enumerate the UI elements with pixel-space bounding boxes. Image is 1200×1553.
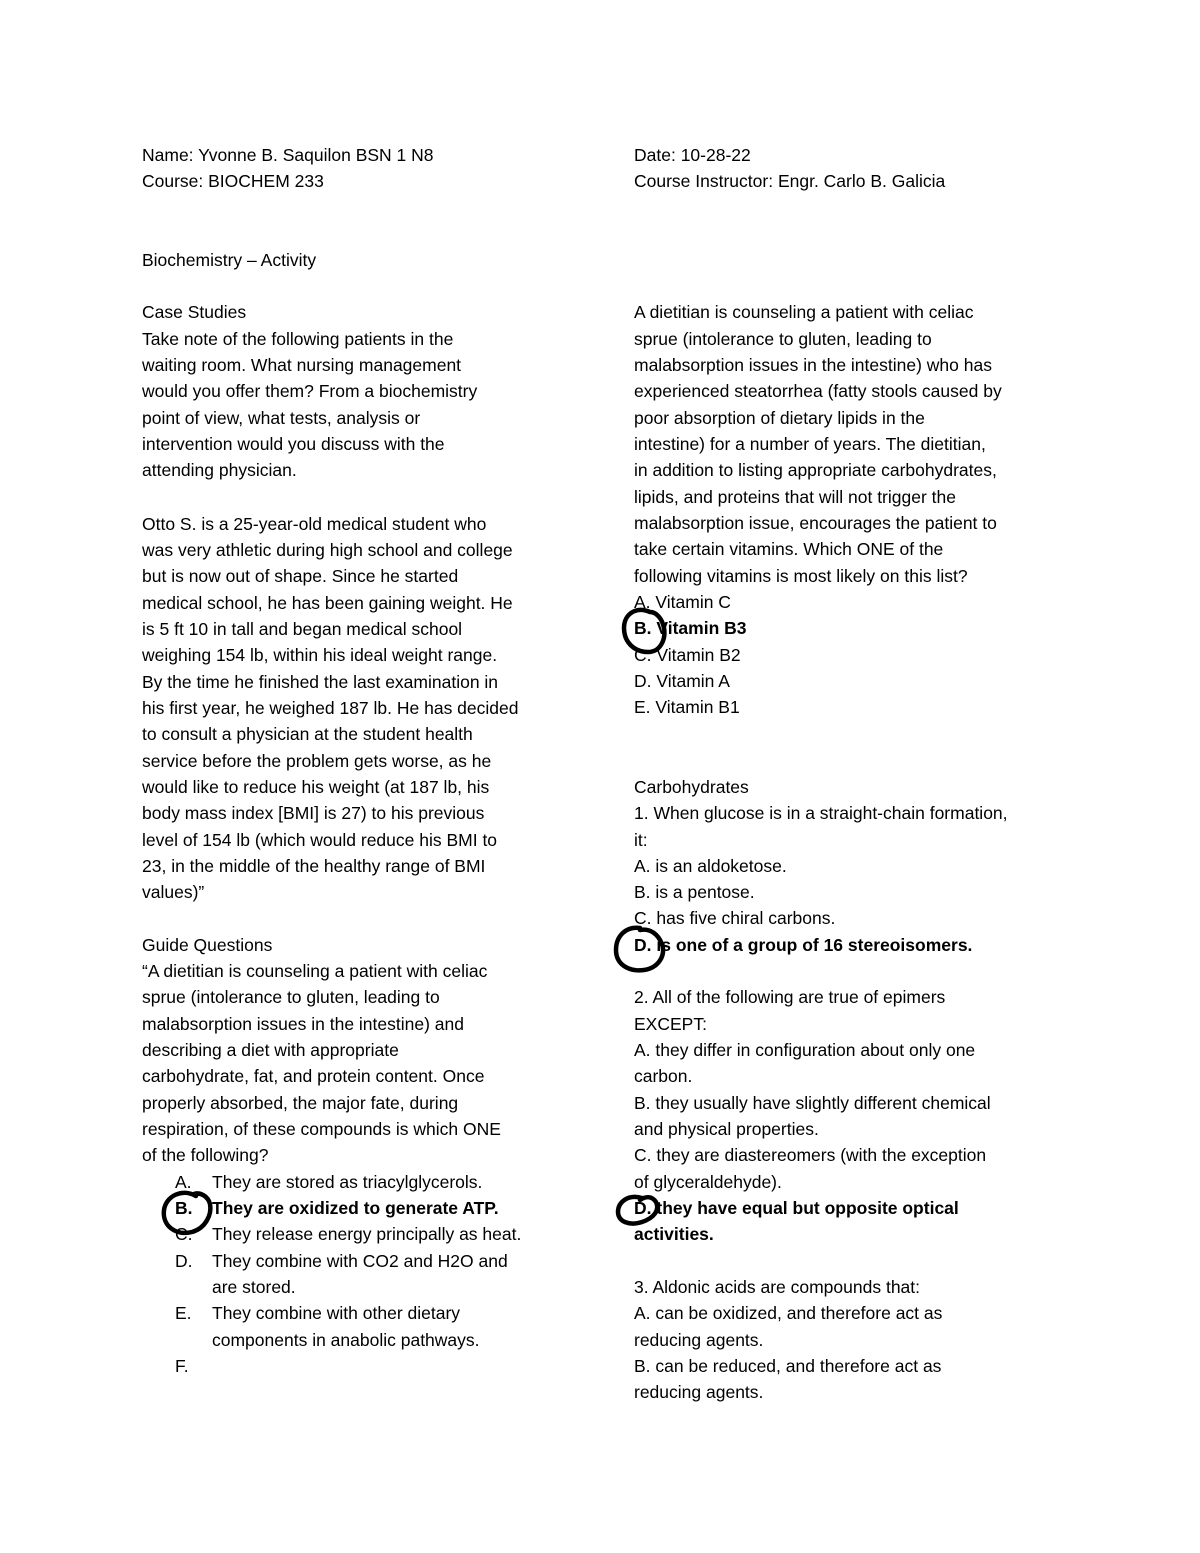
text-line: is 5 ft 10 in tall and began medical school [142, 619, 463, 639]
text-line: respiration, of these compounds is which ONE [142, 1119, 501, 1139]
text-line: EXCEPT: [634, 1014, 707, 1034]
text-line: would you offer them? From a biochemistry [142, 381, 478, 401]
text-line: to consult a physician at the student health [142, 724, 473, 744]
option-text: They combine with CO2 and H2O and [212, 1251, 508, 1271]
text-line: 3. Aldonic acids are compounds that: [634, 1277, 921, 1297]
text-line: malabsorption issue, encourages the patient to [634, 513, 997, 533]
text-line: sprue (intolerance to gluten, leading to [142, 987, 440, 1007]
text-line: weighing 154 lb, within his ideal weight range. [142, 645, 498, 665]
course-instructor: Course Instructor: Engr. Carlo B. Galicia [634, 171, 946, 191]
text-line: it: [634, 830, 648, 850]
case-studies-heading: Case Studies [142, 302, 247, 322]
activity-title: Biochemistry – Activity [142, 250, 317, 270]
option-letter: D. [175, 1251, 193, 1271]
text-line: B. they usually have slightly different chemical [634, 1093, 991, 1113]
vitamin-option: E. Vitamin B1 [634, 697, 740, 717]
text-line: attending physician. [142, 460, 297, 480]
text-line: waiting room. What nursing management [142, 355, 462, 375]
text-line: A. they differ in configuration about only one [634, 1040, 976, 1060]
answer-selected: D. they have equal but opposite optical [634, 1198, 959, 1218]
vitamin-option: D. Vitamin A [634, 671, 730, 691]
text-line: but is now out of shape. Since he started [142, 566, 459, 586]
vitamin-option: A. Vitamin C [634, 592, 731, 612]
text-line: of glyceraldehyde). [634, 1172, 782, 1192]
text-line: level of 154 lb (which would reduce his BMI to [142, 830, 498, 850]
text-line: 23, in the middle of the healthy range of BMI [142, 856, 486, 876]
vitamin-option-selected: B. Vitamin B3 [634, 618, 747, 638]
text-line: “A dietitian is counseling a patient with celiac [142, 961, 488, 981]
option-letter: E. [175, 1303, 192, 1323]
text-line: reducing agents. [634, 1330, 764, 1350]
carbohydrates-heading: Carbohydrates [634, 777, 749, 797]
option-text: They release energy principally as heat. [212, 1224, 522, 1244]
text-line: B. can be reduced, and therefore act as [634, 1356, 942, 1376]
text-line: values)” [142, 882, 205, 902]
option-text-selected: They are oxidized to generate ATP. [212, 1198, 499, 1218]
text-line: lipids, and proteins that will not trigger the [634, 487, 956, 507]
text-line: describing a diet with appropriate [142, 1040, 399, 1060]
option-text: are stored. [212, 1277, 296, 1297]
text-line: experienced steatorrhea (fatty stools caused by [634, 381, 1002, 401]
text-line: C. they are diastereomers (with the exception [634, 1145, 987, 1165]
text-line: carbohydrate, fat, and protein content. Once [142, 1066, 485, 1086]
text-line: Otto S. is a 25-year-old medical student who [142, 514, 487, 534]
option-letter: C. [175, 1224, 193, 1244]
text-line: would like to reduce his weight (at 187 lb, his [142, 777, 490, 797]
text-line: 1. When glucose is in a straight-chain formation, [634, 803, 1008, 823]
text-line: point of view, what tests, analysis or [142, 408, 421, 428]
text-line: Take note of the following patients in the [142, 329, 454, 349]
text-line: of the following? [142, 1145, 269, 1165]
text-line: in addition to listing appropriate carbohydrates, [634, 460, 997, 480]
text-line: A. is an aldoketose. [634, 856, 787, 876]
text-line: and physical properties. [634, 1119, 819, 1139]
option-letter-selected: B. [175, 1198, 193, 1218]
text-line: following vitamins is most likely on this list? [634, 566, 968, 586]
option-letter: A. [175, 1172, 192, 1192]
guide-questions-heading: Guide Questions [142, 935, 273, 955]
option-letter: F. [175, 1356, 189, 1376]
text-line: reducing agents. [634, 1382, 764, 1402]
text-line: intervention would you discuss with the [142, 434, 445, 454]
text-line: malabsorption issues in the intestine) who has [634, 355, 992, 375]
text-line: malabsorption issues in the intestine) and [142, 1014, 464, 1034]
answer-selected: activities. [634, 1224, 714, 1244]
text-line: sprue (intolerance to gluten, leading to [634, 329, 932, 349]
course: Course: BIOCHEM 233 [142, 171, 324, 191]
text-line: service before the problem gets worse, as he [142, 751, 492, 771]
text-line: take certain vitamins. Which ONE of the [634, 539, 944, 559]
text-line: C. has five chiral carbons. [634, 908, 836, 928]
student-name: Name: Yvonne B. Saquilon BSN 1 N8 [142, 145, 434, 165]
option-text: components in anabolic pathways. [212, 1330, 480, 1350]
text-line: A dietitian is counseling a patient with celiac [634, 302, 974, 322]
text-line: body mass index [BMI] is 27) to his previous [142, 803, 485, 823]
text-line: intestine) for a number of years. The dietitian, [634, 434, 986, 454]
text-line: poor absorption of dietary lipids in the [634, 408, 925, 428]
text-line: 2. All of the following are true of epimers [634, 987, 946, 1007]
text-line: By the time he finished the last examination in [142, 672, 499, 692]
answer-selected: D. is one of a group of 16 stereoisomers. [634, 935, 973, 955]
text-line: medical school, he has been gaining weight. He [142, 593, 513, 613]
text-line: carbon. [634, 1066, 693, 1086]
option-text: They are stored as triacylglycerols. [212, 1172, 483, 1192]
vitamin-option: C. Vitamin B2 [634, 645, 741, 665]
text-line: was very athletic during high school and college [142, 540, 513, 560]
date: Date: 10-28-22 [634, 145, 751, 165]
text-line: his first year, he weighed 187 lb. He has decided [142, 698, 519, 718]
text-line: B. is a pentose. [634, 882, 755, 902]
text-line: A. can be oxidized, and therefore act as [634, 1303, 943, 1323]
text-line: properly absorbed, the major fate, during [142, 1093, 459, 1113]
option-text: They combine with other dietary [212, 1303, 461, 1323]
